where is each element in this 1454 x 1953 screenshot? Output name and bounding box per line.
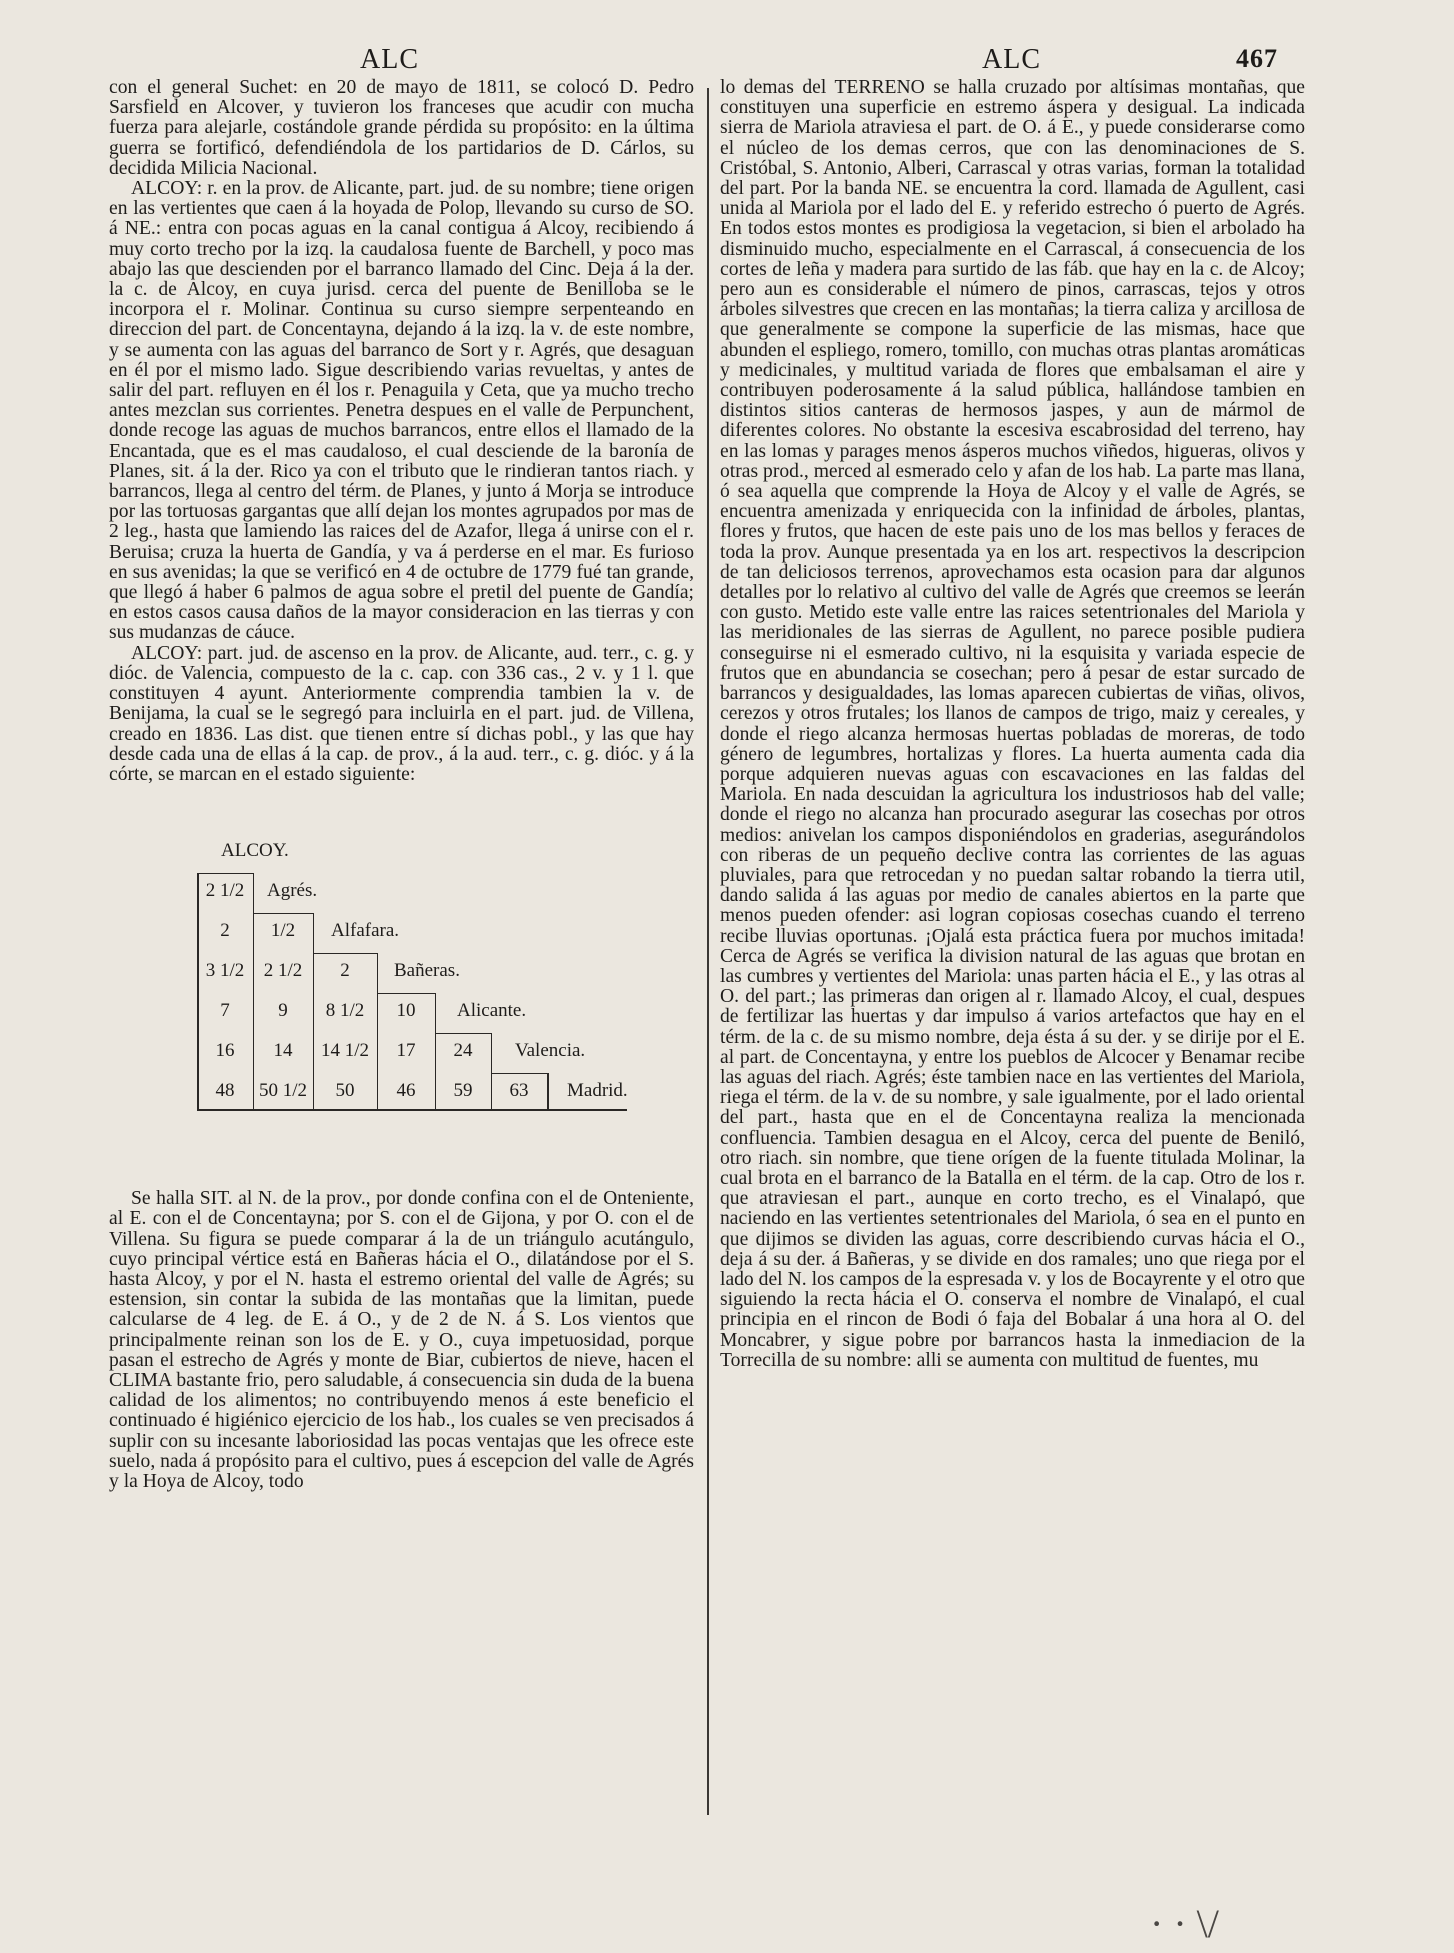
- table-cell: 63: [509, 1080, 529, 1102]
- table-rule: [547, 1073, 549, 1109]
- place-name: Valencia.: [515, 1040, 586, 1062]
- table-cell: 2: [340, 960, 350, 982]
- table-cell: 48: [215, 1080, 235, 1102]
- table-cell: 8 1/2: [325, 1000, 365, 1022]
- table-rule: [377, 953, 378, 1109]
- table-cell: 17: [396, 1040, 416, 1062]
- table-cell: 2 1/2: [205, 880, 245, 902]
- table-rule: [435, 993, 436, 1109]
- table-cell: 2: [220, 920, 230, 942]
- place-name: Bañeras.: [394, 960, 460, 982]
- place-name: Agrés.: [267, 880, 318, 902]
- paragraph-suchet: con el general Suchet: en 20 de mayo de 1811, se colocó D. Pedro Sarsfield en Alcover, y tuvieron los franceses que acudir con mucha fuerza para alejarle, costándole grande pérdida su propósito: en la última guerra se fortificó, defendiéndola de los partidarios de D. Cárlos, su decidida Milicia Nacional.: [109, 77, 694, 179]
- table-rule: [377, 993, 435, 994]
- table-cell: 7: [220, 1000, 230, 1022]
- table-cell: 16: [215, 1040, 235, 1062]
- running-head-left: ALC: [360, 44, 419, 75]
- table-rule: [491, 1073, 547, 1074]
- table-rule: [197, 1109, 627, 1111]
- table-rule: [197, 873, 253, 874]
- place-name: Alfafara.: [331, 920, 400, 942]
- table-cell: 3 1/2: [205, 960, 245, 982]
- table-heading: ALCOY.: [221, 840, 289, 862]
- table-rule: [435, 1033, 491, 1034]
- paragraph-situation: Se halla SIT. al N. de la prov., por donde confina con el de Onteniente, al E. con el de Concentayna; por S. con el de Gijona, y por O. con el de Villena. Su figura se puede comparar á la de un triángulo acutángulo, cuyo principal vértice está en Bañeras hácia el O., dilatándose por el S. hasta Alcoy, y por el N. hasta el estremo oriental del valle de Agrés; su estension, sin contar la subida de las montañas que la limitan, puede calcularse de 4 leg. de E. á O., y de 2 de N. á S. Los vientos que principalmente reinan son los de E. y O., cuya impetuosidad, porque pasan el estrecho de Agrés y monte de Biar, cubiertos de nieve, hacen el CLIMA bastante frio, pero saludable, á consecuencia sin duda de la buena calidad de los alimentos; no contribuyendo menos á este beneficio el continuado é higiénico ejercicio de los hab., los cuales se ven precisados á suplir con su incesante laboriosidad las pocas ventajas que les ofrece este suelo, nada á propósito para el cultivo, pues á escepcion del valle de Agrés y la Hoya de Alcoy, todo: [109, 1188, 694, 1492]
- table-cell: 2 1/2: [263, 960, 303, 982]
- table-rule: [491, 1033, 492, 1109]
- table-cell: 59: [453, 1080, 473, 1102]
- table-cell: 1/2: [270, 920, 296, 942]
- table-cell: 10: [396, 1000, 416, 1022]
- table-cell: 14: [273, 1040, 293, 1062]
- running-head-right: ALC: [982, 44, 1041, 75]
- paragraph-alcoy-river: ALCOY: r. en la prov. de Alicante, part. jud. de su nombre; tiene origen en las vertientes que caen á la hoyada de Polop, llevando su curso de SO. á NE.: entra con pocas aguas en la canal contigua á Alcoy, recibiendo á muy corto trecho por la izq. la caudalosa fuente de Barchell, y poco mas abajo las que descienden por el barranco llamado del Cinc. Deja á la der. la c. de Alcoy, en cuya jurisd. cerca del puente de Benilloba se le incorpora el r. Molinar. Continua su curso siempre serpenteando en direccion del part. de Concentayna, dejando á la izq. la v. de este nombre, y se aumenta con las aguas del barranco de Sort y r. Agrés, que desaguan en él por el mismo lado. Sigue describiendo varias revueltas, y antes de salir del part. refluyen en él los r. Penaguila y Ceta, que ya mucho trecho antes mezclan sus corrientes. Penetra despues en el valle de Perpunchent, donde recoge las aguas de muchos barrancos, entre ellos el llamado de la Encantada, que es el mas caudaloso, el cual desciende de la baronía de Planes, sit. á la der. Rico ya con el tributo que le rindieran tantos riach. y barrancos, llega al centro del térm. de Planes, y junto á Morja se introduce por las tortuosas gargantas que allí dejan los montes agrupados por mas de 2 leg., hasta que lamiendo las raices del de Azafor, llega á unirse con el r. Beruisa; cruza la huerta de Gandía, y va á perderse en el mar. Es furioso en sus avenidas; la que se verificó en 4 de octubre de 1779 fué tan grande, que llegó á haber 6 palmos de agua sobre el pretil del puente de Gandía; en estos casos causa daños de la mayor consideracion en las tierras y con sus mudanzas de cáuce.: [109, 178, 694, 644]
- table-cell: 9: [278, 1000, 288, 1022]
- column-rule: [707, 88, 709, 1815]
- table-rule: [197, 873, 199, 1109]
- table-cell: 24: [453, 1040, 473, 1062]
- table-cell: 14 1/2: [320, 1040, 370, 1062]
- place-name: Alicante.: [457, 1000, 527, 1022]
- left-column: [109, 78, 694, 1492]
- table-cell: 50: [335, 1080, 355, 1102]
- margin-mark: · · \/: [1150, 1901, 1219, 1946]
- page-number: 467: [1236, 44, 1278, 73]
- table-rule: [313, 913, 314, 1109]
- table-rule: [253, 873, 254, 1109]
- distance-table: [197, 841, 667, 1141]
- place-name: Madrid.: [567, 1080, 628, 1102]
- table-cell: 46: [396, 1080, 416, 1102]
- table-cell: 50 1/2: [258, 1080, 308, 1102]
- paragraph-terrain: lo demas del TERRENO se halla cruzado por altísimas montañas, que constituyen una superficie en estremo áspera y desigual. La indicada sierra de Mariola atraviesa el part. de O. á E., y puede considerarse como el núcleo de los demas cerros, que con las denominaciones de S. Cristóbal, S. Antonio, Alberi, Carrascal y otras varias, forman la totalidad del part. Por la banda NE. se encuentra la cord. llamada de Agullent, casi unida al Mariola por el lado del E. y referido estrecho ó puerto de Agrés. En todos estos montes es prodigiosa la vegetacion, si bien el arbolado ha disminuido mucho, especialmente en el Carrascal, á consecuencia de los cortes de leña y madera para surtido de las fáb. que hay en la c. de Alcoy; pero aun es considerable el número de pinos, carrascas, tejos y otros árboles silvestres que crecen en las montañas; la tierra caliza y arcillosa de que generalmente se compone la superficie de las mismas, hace que abunden el espliego, romero, tomillo, con muchas otras plantas aromáticas y medicinales, y multitud variada de flores que embalsaman el aire y contribuyen poderosamente á la salud pública, hallándose tambien en distintos sitios canteras de hermosos jaspes, y aun de mármol de diferentes colores. No obstante la escesiva escabrosidad del terreno, hay en las lomas y parages menos ásperos muchos viñedos, higueras, olivos y otras prod., merced al esmerado celo y afan de los hab. La parte mas llana, ó sea aquella que comprende la Hoya de Alcoy y el valle de Agrés, se encuentra amenizada y enriquecida con la infinidad de árboles, plantas, flores y frutos, que hacen de este pais uno de los mas bellos y feraces de toda la prov. Aunque presentada ya en los art. respectivos la descripcion de tan deliciosos terrenos, aprovechamos esta ocasion para dar algunos detalles por lo relativo al cultivo del valle de Agrés que creemos se leerán con gusto. Metido este valle entre las raices setentrionales del Mariola y las meridionales de las sierras de Agullent, no parece posible pudiera conseguirse ni el esmerado cultivo, ni la esquisita y variada especie de frutos que en abundancia se cosechan; pero á pesar de estar surcado de barrancos y desigualdades, las lomas aparecen cubiertas de viñas, olivos, cerezos y otros frutales; los llanos de campos de trigo, maiz y cereales, y donde el riego alcanza hermosas huertas pobladas de moreras, de todo género de legumbres, hortalizas y flores. La huerta aumenta cada dia porque adquieren nuevas aguas con escavaciones en las faldas del Mariola. En nada descuidan la agricultura los industriosos hab del valle; donde el riego no alcanza han procurado asegurar las cosechas por otros medios: anivelan los campos disponiéndolos en graderias, asegurándolos con riberas de un pequeño declive contra las corrientes de las aguas pluviales, para que retrocedan y no puedan saltar robando la tierra util, dando salida á las aguas por medio de canales abiertos en la parte que menos pueden ofender: asi logran copiosas cosechas cuando el terreno recibe lluvias oportunas. ¡Ojalá esta práctica fuera por muchos imitada! Cerca de Agrés se verifica la division natural de las aguas que brotan en las cumbres y vertientes del Mariola: unas parten hácia el E., y las otras al O. del part.; las primeras dan origen al r. llamado Alcoy, el cual, despues de fertilizar las huertas y dar impulso á varios artefactos que hay en el térm. de la c. de su mismo nombre, deja ésta á su der. y se dirije por el E. al part. de Concentayna, y entre los pueblos de Alcocer y Benamar recibe las aguas del riach. Agrés; éste tambien nace en las vertientes del Mariola, riega el térm. de la v. de su nombre, y sale igualmente, por el lado oriental del part., hasta que en el de Concentayna realiza la mencionada confluencia. Tambien desagua en el Alcoy, cerca del puente de Beniló, otro riach. sin nombre, que tiene orígen de la fuente titulada Molinar, la cual brota en el barranco de la Batalla en el térm. de la cap. Otro de los r. que atraviesan el part., aunque en corto trecho, es el Vinalapó, que naciendo en las vertientes setentrionales del Mariola, ó sea en el punto en que dijimos se dividen las aguas, corre describiendo curvas hácia el O., deja á su der. á Bañeras, y se divide en dos ramales; uno que riega por el lado del N. los campos de la espresada v. y los de Bocayrente y el otro que siguiendo la recta hácia el O. conserva el nombre de Vinalapó, el cual principia en el rincon de Bodi ó faja del Bobalar á una hora al O. del Moncabrer, y sigue pobre por barrancos hasta la inmediacion de la Torrecilla de su nombre: alli se aumenta con multitud de fuentes, mu: [720, 77, 1305, 1371]
- table-rule: [313, 953, 377, 954]
- paragraph-alcoy-district: ALCOY: part. jud. de ascenso en la prov. de Alicante, aud. terr., c. g. y dióc. de Valencia, compuesto de la c. cap. con 336 cas., 2 v. y 1 l. que constituyen 4 ayunt. Anteriormente comprendia tambien la v. de Benijama, la cual se le segregó para incluirla en el part. jud. de Villena, creado en 1836. Las dist. que tienen entre sí dichas pobl., y las que hay desde cada una de ellas á la cap. de prov., á la aud. terr., c. g. dióc. y á la córte, se marcan en el estado siguiente:: [109, 642, 694, 785]
- table-rule: [253, 913, 313, 914]
- right-column: [720, 78, 1305, 1371]
